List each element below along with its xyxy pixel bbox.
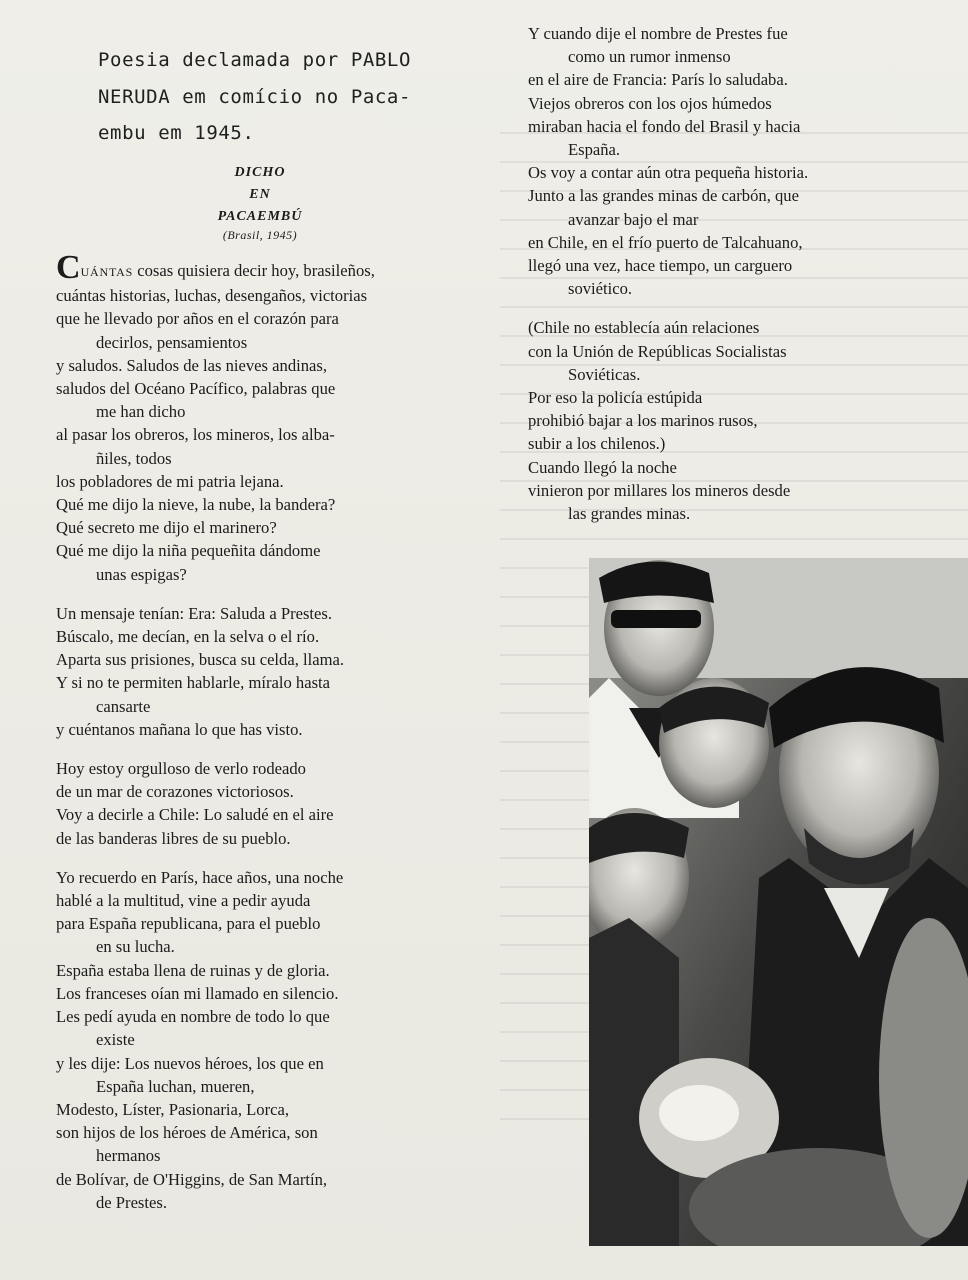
poem-line: son hijos de los héroes de América, son <box>56 1123 318 1143</box>
poem-line: Les pedí ayuda en nombre de todo lo que <box>56 1007 330 1027</box>
poem-line: España estaba llena de ruinas y de gloria. <box>56 960 330 980</box>
poem-line: prohibió bajar a los marinos rusos, <box>528 411 758 431</box>
poem-line: Voy a decirle a Chile: Lo saludé en el aire <box>56 805 334 825</box>
header-line: Poesia declamada por PABLO <box>98 49 412 71</box>
poem-title-line: PACAEMBÚ <box>217 209 303 224</box>
header-line: embu em 1945. <box>98 122 255 144</box>
poem-line: Qué me dijo la nieve, la nube, la bandera? <box>56 495 336 515</box>
poem-line: Por eso la policía estúpida <box>528 388 703 408</box>
poem-line: Os voy a contar aún otra pequeña historia. <box>528 163 809 183</box>
poem-line: los pobladores de mi patria lejana. <box>56 471 284 491</box>
poem-line: Yo recuerdo en París, hace años, una noche <box>56 867 344 887</box>
poem-line: Hoy estoy orgulloso de verlo rodeado <box>56 759 306 779</box>
poem-line: Los franceses oían mi llamado en silencio. <box>56 983 339 1003</box>
poem-line: para España republicana, para el pueblo <box>56 914 321 934</box>
poem-line: de Bolívar, de O'Higgins, de San Martín, <box>56 1169 328 1189</box>
poem-line: llegó una vez, hace tiempo, un carguero <box>528 256 793 276</box>
poem-subtitle: (Brasil, 1945) <box>222 228 298 242</box>
poem-line: y les dije: Los nuevos héroes, los que en <box>56 1053 324 1073</box>
stanza-gap <box>56 586 476 602</box>
left-lines <box>56 284 476 1214</box>
poem-line: miraban hacia el fondo del Brasil y hacia <box>528 116 801 136</box>
poem-title-block <box>190 162 330 242</box>
poem-line: España luchan, mueren, <box>96 1076 255 1096</box>
photo-illustration <box>589 558 968 1246</box>
poem-left-column <box>56 249 476 1214</box>
poem-line: avanzar bajo el mar <box>568 209 699 229</box>
stanza-gap <box>56 741 476 757</box>
poem-line: y cuéntanos mañana lo que has visto. <box>56 719 303 739</box>
poem-line: en Chile, en el frío puerto de Talcahuano, <box>528 232 803 252</box>
right-lines <box>528 22 943 525</box>
stanza-gap <box>56 850 476 866</box>
poem-line: España. <box>568 140 621 160</box>
poem-line: Viejos obreros con los ojos húmedos <box>528 93 772 113</box>
poem-line: y saludos. Saludos de las nieves andinas, <box>56 355 327 375</box>
poem-line: en el aire de Francia: París lo saludaba. <box>528 70 788 90</box>
poem-line: de las banderas libres de su pueblo. <box>56 828 291 848</box>
poem-line: Qué me dijo la niña pequeñita dándome <box>56 541 321 561</box>
smallcaps-word: UÁNTAS <box>80 265 134 279</box>
poem-line: al pasar los obreros, los mineros, los alba- <box>56 425 335 445</box>
poem-line: hablé a la multitud, vine a pedir ayuda <box>56 891 311 911</box>
poem-line: Modesto, Líster, Pasionaria, Lorca, <box>56 1099 289 1119</box>
poem-line: de un mar de corazones victoriosos. <box>56 782 294 802</box>
poem-line: Soviéticas. <box>568 364 641 384</box>
poem-line: Y si no te permiten hablarle, míralo hasta <box>56 673 331 693</box>
stanza-gap <box>528 300 943 316</box>
poem-line: soviético. <box>568 279 633 299</box>
poem-line: Búscalo, me decían, en la selva o el río. <box>56 627 320 647</box>
poem-line: subir a los chilenos.) <box>528 434 666 454</box>
poem-line: las grandes minas. <box>568 504 691 524</box>
first-line-rest: cosas quisiera decir hoy, brasileños, <box>133 261 375 280</box>
poem-line: como un rumor inmenso <box>568 47 731 67</box>
poem-line: en su lucha. <box>96 937 175 957</box>
poem-line: Y cuando dije el nombre de Prestes fue <box>528 24 788 43</box>
header-line: NERUDA em comício no Paca- <box>98 85 412 108</box>
poem-line: con la Unión de Repúblicas Socialistas <box>528 341 787 361</box>
poem-line: Junto a las grandes minas de carbón, que <box>528 186 799 206</box>
poem-title-line: DICHO <box>234 165 286 180</box>
poem-line: unas espigas? <box>96 564 187 584</box>
poem-line: (Chile no establecía aún relaciones <box>528 318 760 338</box>
poem-right-column <box>528 22 943 525</box>
poem-line: vinieron por millares los mineros desde <box>528 480 791 500</box>
poem-line: me han dicho <box>96 402 186 422</box>
poem-line: Qué secreto me dijo el marinero? <box>56 518 277 538</box>
poem-line: Un mensaje tenían: Era: Saluda a Prestes. <box>56 603 333 623</box>
poem-first-line <box>56 249 476 286</box>
poem-line: cuántas historias, luchas, desengaños, victorias <box>56 286 368 306</box>
typed-header <box>98 42 458 152</box>
drop-cap: C <box>56 249 81 286</box>
poem-line: ñiles, todos <box>96 448 172 468</box>
poem-line: que he llevado por años en el corazón para <box>56 309 339 329</box>
poem-line: existe <box>96 1030 135 1050</box>
crowd-photograph <box>589 558 968 1246</box>
poem-line: hermanos <box>96 1146 161 1166</box>
poem-line: saludos del Océano Pacífico, palabras que <box>56 379 336 399</box>
poem-line: Cuando llegó la noche <box>528 457 677 477</box>
poem-line: de Prestes. <box>96 1192 167 1212</box>
poem-line: Aparta sus prisiones, busca su celda, llama. <box>56 650 345 670</box>
poem-title-line: EN <box>249 187 271 202</box>
poem-line: decirlos, pensamientos <box>96 332 248 352</box>
poem-line: cansarte <box>96 696 151 716</box>
